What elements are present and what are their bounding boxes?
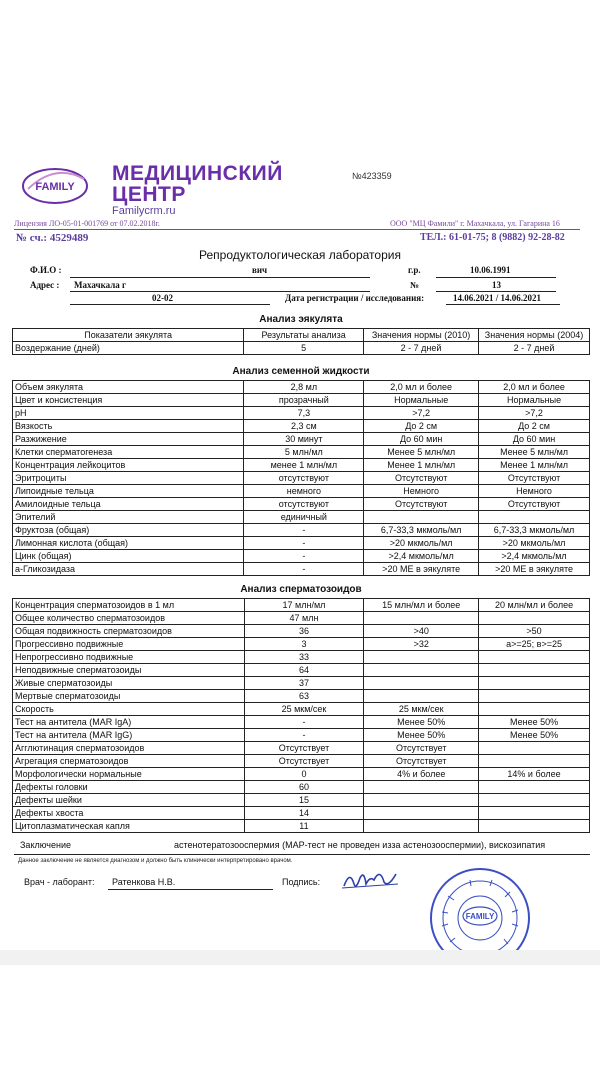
clinic-title-line1: МЕДИЦИНСКИЙ bbox=[112, 162, 283, 185]
clinic-phone: ТЕЛ.: 61-01-75; 8 (9882) 92-28-82 bbox=[420, 232, 565, 243]
norm-cell bbox=[479, 820, 590, 833]
norm-cell: Отсутствуют bbox=[364, 498, 479, 511]
norm-cell bbox=[479, 703, 590, 716]
indicator-cell: Непрогрессивно подвижные bbox=[13, 651, 245, 664]
norm-cell: >20 мкмоль/мл bbox=[364, 537, 479, 550]
family-logo bbox=[20, 165, 90, 207]
norm-cell: Немного bbox=[364, 485, 479, 498]
norm-cell: >32 bbox=[364, 638, 479, 651]
result-cell: Отсутствует bbox=[244, 755, 364, 768]
date-value: 14.06.2021 / 14.06.2021 bbox=[453, 293, 542, 303]
norm-cell: Значения нормы (2010) bbox=[364, 329, 479, 342]
norm-cell bbox=[364, 511, 479, 524]
indicator-cell: Липоидные тельца bbox=[13, 485, 244, 498]
norm-cell: Нормальные bbox=[479, 394, 590, 407]
table-row bbox=[13, 820, 590, 833]
norm-cell: До 2 см bbox=[479, 420, 590, 433]
norm-cell bbox=[479, 794, 590, 807]
table-row bbox=[13, 446, 590, 459]
table-row bbox=[13, 599, 590, 612]
norm-cell bbox=[479, 612, 590, 625]
result-cell: 11 bbox=[244, 820, 364, 833]
result-cell: 2,3 см bbox=[244, 420, 364, 433]
norm-cell bbox=[364, 651, 479, 664]
address-underline bbox=[70, 290, 370, 292]
table-row bbox=[13, 433, 590, 446]
norm-cell bbox=[479, 511, 590, 524]
norm-cell bbox=[364, 807, 479, 820]
section-seminal-fluid-title: Анализ семенной жидкости bbox=[232, 366, 370, 377]
indicator-cell: Тест на антитела (MAR IgG) bbox=[13, 729, 245, 742]
dob-underline bbox=[436, 276, 556, 278]
norm-cell: Отсутствует bbox=[364, 755, 479, 768]
indicator-cell: Фруктоза (общая) bbox=[13, 524, 244, 537]
table-row bbox=[13, 459, 590, 472]
result-cell: 5 bbox=[244, 342, 364, 355]
table-row bbox=[13, 524, 590, 537]
norm-cell: Менее 50% bbox=[479, 716, 590, 729]
norm-cell bbox=[479, 677, 590, 690]
norm-cell bbox=[479, 651, 590, 664]
indicator-cell: Скорость bbox=[13, 703, 245, 716]
indicator-cell: Тест на антитела (MAR IgA) bbox=[13, 716, 245, 729]
order-number: № сч.: 4529489 bbox=[16, 232, 89, 244]
indicator-cell: Воздержание (дней) bbox=[13, 342, 244, 355]
result-cell: - bbox=[244, 524, 364, 537]
result-cell: прозрачный bbox=[244, 394, 364, 407]
table-row bbox=[13, 690, 590, 703]
section-ejaculate-title: Анализ эякулята bbox=[259, 314, 343, 325]
indicator-cell: Морфологически нормальные bbox=[13, 768, 245, 781]
indicator-cell: Неподвижные сперматозоиды bbox=[13, 664, 245, 677]
indicator-cell: Агглютинация сперматозоидов bbox=[13, 742, 245, 755]
result-cell: Результаты анализа bbox=[244, 329, 364, 342]
norm-cell: 2 - 7 дней bbox=[364, 342, 479, 355]
indicator-cell: Концентрация сперматозоидов в 1 мл bbox=[13, 599, 245, 612]
norm-cell bbox=[479, 690, 590, 703]
table-row bbox=[13, 342, 590, 355]
norm-cell: Немного bbox=[479, 485, 590, 498]
norm-cell: a>=25; в>=25 bbox=[479, 638, 590, 651]
norm-cell bbox=[479, 781, 590, 794]
fio-value: вич bbox=[252, 265, 268, 275]
norm-cell: >7,2 bbox=[479, 407, 590, 420]
norm-cell: Менее 50% bbox=[364, 716, 479, 729]
conclusion-text: астенотератозооспермия (МАР-тест не проведен изза астенозооспермии), вискозипатия bbox=[174, 840, 546, 850]
norm-cell: 14% и более bbox=[479, 768, 590, 781]
conclusion-underline bbox=[14, 853, 590, 855]
indicator-cell: Амилоидные тельца bbox=[13, 498, 244, 511]
result-cell: отсутствуют bbox=[244, 498, 364, 511]
result-cell: - bbox=[244, 537, 364, 550]
norm-cell: 6,7-33,3 мкмоль/мл bbox=[479, 524, 590, 537]
norm-cell: Нормальные bbox=[364, 394, 479, 407]
num-label: № bbox=[410, 280, 420, 290]
table-row bbox=[13, 485, 590, 498]
result-cell: - bbox=[244, 550, 364, 563]
table-row bbox=[13, 703, 590, 716]
result-cell: 15 bbox=[244, 794, 364, 807]
norm-cell: Отсутствует bbox=[364, 742, 479, 755]
norm-cell: >7,2 bbox=[364, 407, 479, 420]
table-row bbox=[13, 755, 590, 768]
table-row bbox=[13, 716, 590, 729]
page-edge bbox=[0, 950, 600, 965]
result-cell: 36 bbox=[244, 625, 364, 638]
ejaculate-table bbox=[12, 328, 590, 355]
norm-cell: Менее 50% bbox=[364, 729, 479, 742]
num-underline bbox=[436, 290, 556, 292]
table-row bbox=[13, 794, 590, 807]
section-sperm-title: Анализ сперматозоидов bbox=[240, 584, 362, 595]
stamp-text: FAMILY bbox=[465, 912, 495, 921]
result-cell: - bbox=[244, 729, 364, 742]
indicator-cell: Объем эякулята bbox=[13, 381, 244, 394]
norm-cell: До 60 мин bbox=[364, 433, 479, 446]
doctor-label: Врач - лаборант: bbox=[24, 877, 95, 887]
license-text: Лицензия ЛО-05-01-001769 от 07.02.2018г. bbox=[14, 219, 160, 228]
result-cell: 25 мкм/сек bbox=[244, 703, 364, 716]
norm-cell bbox=[479, 807, 590, 820]
result-cell: немного bbox=[244, 485, 364, 498]
handwritten-signature bbox=[340, 866, 400, 894]
norm-cell: До 2 см bbox=[364, 420, 479, 433]
page-bottom bbox=[0, 965, 600, 1065]
table-header-row bbox=[13, 329, 590, 342]
table-row bbox=[13, 394, 590, 407]
result-cell: Отсутствует bbox=[244, 742, 364, 755]
table-row bbox=[13, 768, 590, 781]
norm-cell: >2,4 мкмоль/мл bbox=[479, 550, 590, 563]
disclaimer-note: Данное заключение не является диагнозом и должно быть клинически интерпретировано врачом. bbox=[18, 858, 293, 864]
result-cell: 63 bbox=[244, 690, 364, 703]
norm-cell: Отсутствуют bbox=[364, 472, 479, 485]
norm-cell bbox=[364, 677, 479, 690]
table-row bbox=[13, 638, 590, 651]
indicator-cell: Живые сперматозоиды bbox=[13, 677, 245, 690]
norm-cell: Менее 50% bbox=[479, 729, 590, 742]
doctor-underline bbox=[108, 888, 273, 890]
norm-cell: >20 МЕ в эякуляте bbox=[479, 563, 590, 576]
dob-label: г.р. bbox=[408, 265, 421, 275]
norm-cell bbox=[364, 664, 479, 677]
table-row bbox=[13, 537, 590, 550]
code-value: 02-02 bbox=[152, 293, 173, 303]
table-row bbox=[13, 742, 590, 755]
indicator-cell: Дефекты головки bbox=[13, 781, 245, 794]
signature-label: Подпись: bbox=[282, 877, 321, 887]
norm-cell: До 60 мин bbox=[479, 433, 590, 446]
clinic-title-line2: ЦЕНТР bbox=[112, 183, 186, 206]
result-cell: 3 bbox=[244, 638, 364, 651]
norm-cell: >2,4 мкмоль/мл bbox=[364, 550, 479, 563]
indicator-cell: Разжижение bbox=[13, 433, 244, 446]
doctor-name: Ратенкова Н.В. bbox=[112, 877, 176, 887]
table-row bbox=[13, 677, 590, 690]
norm-cell: 2,0 мл и более bbox=[364, 381, 479, 394]
result-cell: - bbox=[244, 716, 364, 729]
date-label: Дата регистрации / исследования: bbox=[285, 293, 425, 303]
indicator-cell: Прогрессивно подвижные bbox=[13, 638, 245, 651]
num-value: 13 bbox=[492, 280, 501, 290]
norm-cell: Значения нормы (2004) bbox=[479, 329, 590, 342]
indicator-cell: Цвет и консистенция bbox=[13, 394, 244, 407]
indicator-cell: Цинк (общая) bbox=[13, 550, 244, 563]
fio-underline bbox=[70, 276, 370, 278]
norm-cell bbox=[364, 612, 479, 625]
result-cell: 0 bbox=[244, 768, 364, 781]
table-row bbox=[13, 625, 590, 638]
result-cell: отсутствуют bbox=[244, 472, 364, 485]
result-cell: 14 bbox=[244, 807, 364, 820]
fio-label: Ф.И.О : bbox=[30, 265, 62, 275]
result-cell: 47 млн bbox=[244, 612, 364, 625]
code-underline bbox=[70, 303, 270, 305]
result-cell: 60 bbox=[244, 781, 364, 794]
norm-cell: Отсутствуют bbox=[479, 498, 590, 511]
registration-number: №423359 bbox=[352, 171, 392, 181]
table-row bbox=[13, 550, 590, 563]
result-cell: 37 bbox=[244, 677, 364, 690]
indicator-cell: Агрегация сперматозоидов bbox=[13, 755, 245, 768]
clinic-website: Familycrm.ru bbox=[112, 205, 176, 217]
seminal-fluid-table bbox=[12, 380, 590, 576]
header-divider bbox=[14, 229, 580, 230]
norm-cell bbox=[364, 781, 479, 794]
indicator-cell: pH bbox=[13, 407, 244, 420]
indicator-cell: Вязкость bbox=[13, 420, 244, 433]
norm-cell: 20 млн/мл и более bbox=[479, 599, 590, 612]
table-row bbox=[13, 498, 590, 511]
indicator-cell: Дефекты хвоста bbox=[13, 807, 245, 820]
table-row bbox=[13, 651, 590, 664]
table-row bbox=[13, 381, 590, 394]
norm-cell bbox=[479, 664, 590, 677]
table-row bbox=[13, 664, 590, 677]
table-row bbox=[13, 563, 590, 576]
result-cell: 64 bbox=[244, 664, 364, 677]
indicator-cell: Цитоплазматическая капля bbox=[13, 820, 245, 833]
norm-cell bbox=[364, 690, 479, 703]
norm-cell: Менее 1 млн/мл bbox=[479, 459, 590, 472]
table-row bbox=[13, 420, 590, 433]
result-cell: 7,3 bbox=[244, 407, 364, 420]
table-row bbox=[13, 612, 590, 625]
table-row bbox=[13, 781, 590, 794]
table-row bbox=[13, 807, 590, 820]
indicator-cell: Концентрация лейкоцитов bbox=[13, 459, 244, 472]
norm-cell: >20 мкмоль/мл bbox=[479, 537, 590, 550]
indicator-cell: Лимонная кислота (общая) bbox=[13, 537, 244, 550]
norm-cell bbox=[364, 820, 479, 833]
result-cell: 17 млн/мл bbox=[244, 599, 364, 612]
indicator-cell: Общее количество сперматозоидов bbox=[13, 612, 245, 625]
norm-cell: 6,7-33,3 мкмоль/мл bbox=[364, 524, 479, 537]
result-cell: 30 минут bbox=[244, 433, 364, 446]
norm-cell: 25 мкм/сек bbox=[364, 703, 479, 716]
table-row bbox=[13, 511, 590, 524]
indicator-cell: Общая подвижность сперматозоидов bbox=[13, 625, 245, 638]
organization-address: ООО "МЦ Фамили" г. Махачкала, ул. Гагарина 16 bbox=[390, 219, 560, 228]
norm-cell bbox=[364, 794, 479, 807]
table-row bbox=[13, 407, 590, 420]
norm-cell: >20 МЕ в эякуляте bbox=[364, 563, 479, 576]
norm-cell: Отсутствуют bbox=[479, 472, 590, 485]
indicator-cell: Клетки сперматогенеза bbox=[13, 446, 244, 459]
result-cell: единичный bbox=[244, 511, 364, 524]
address-value: Махачкала г bbox=[74, 280, 127, 290]
date-underline bbox=[446, 303, 560, 305]
lab-name: Репродуктологическая лаборатория bbox=[199, 248, 401, 262]
norm-cell: 15 млн/мл и более bbox=[364, 599, 479, 612]
norm-cell: Менее 5 млн/мл bbox=[479, 446, 590, 459]
norm-cell: 4% и более bbox=[364, 768, 479, 781]
indicator-cell: Эритроциты bbox=[13, 472, 244, 485]
indicator-cell: Эпителий bbox=[13, 511, 244, 524]
sperm-table bbox=[12, 598, 590, 833]
table-row bbox=[13, 729, 590, 742]
result-cell: 2,8 мл bbox=[244, 381, 364, 394]
dob-value: 10.06.1991 bbox=[470, 265, 511, 275]
indicator-cell: Мертвые сперматозоиды bbox=[13, 690, 245, 703]
norm-cell: >40 bbox=[364, 625, 479, 638]
address-label: Адрес : bbox=[30, 280, 60, 290]
result-cell: 5 млн/мл bbox=[244, 446, 364, 459]
conclusion-label: Заключение bbox=[20, 840, 71, 850]
result-cell: - bbox=[244, 563, 364, 576]
norm-cell: Менее 5 млн/мл bbox=[364, 446, 479, 459]
norm-cell: >50 bbox=[479, 625, 590, 638]
norm-cell bbox=[479, 755, 590, 768]
logo-text: FAMILY bbox=[35, 181, 75, 193]
result-cell: 33 bbox=[244, 651, 364, 664]
norm-cell bbox=[479, 742, 590, 755]
norm-cell: 2,0 мл и более bbox=[479, 381, 590, 394]
norm-cell: 2 - 7 дней bbox=[479, 342, 590, 355]
indicator-cell: Дефекты шейки bbox=[13, 794, 245, 807]
indicator-cell: Показатели эякулята bbox=[13, 329, 244, 342]
table-row bbox=[13, 472, 590, 485]
result-cell: менее 1 млн/мл bbox=[244, 459, 364, 472]
indicator-cell: а-Гликозидаза bbox=[13, 563, 244, 576]
norm-cell: Менее 1 млн/мл bbox=[364, 459, 479, 472]
